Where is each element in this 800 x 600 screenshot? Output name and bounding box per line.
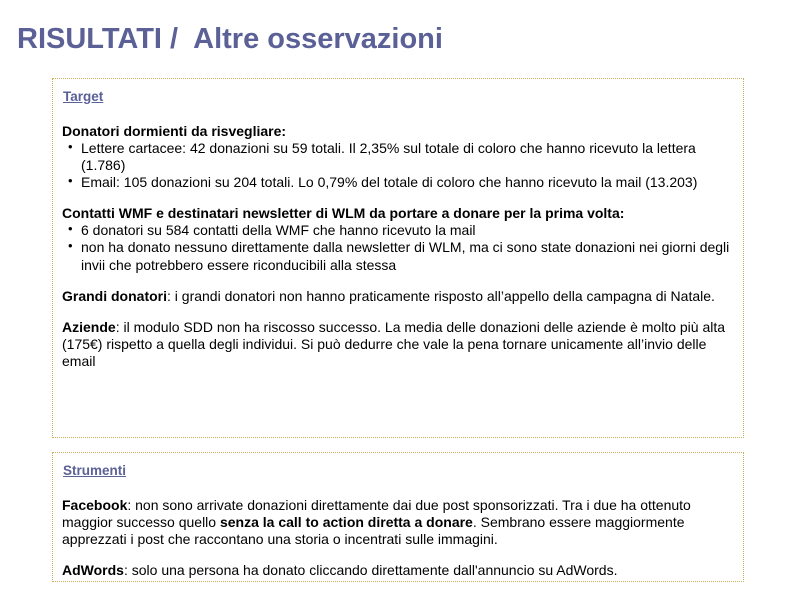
spacer: [62, 106, 733, 123]
contatti-wmf-list: [62, 222, 733, 273]
section-heading-strumenti: Strumenti: [63, 463, 127, 478]
page-title: RISULTATI / Altre osservazioni: [17, 23, 443, 55]
facebook-label: Facebook: [62, 497, 128, 513]
list-item-text: 6 donatori su 584 contatti della WMF che hanno ricevuto la mail: [81, 222, 476, 239]
aziende-text: : il modulo SDD non ha riscosso successo. La media delle donazioni delle aziende è molto più alta (175€) rispetto a quella degli individui. Si può dedurre che vale la pena tornare unicamente all’invio delle email: [62, 318, 726, 369]
facebook-text-before: : non sono arrivate donazioni direttamente dai due post sponsorizzati. Tra i due ha ottenuto maggior successo quello: [62, 497, 691, 531]
grandi-donatori-label: Grandi donatori: [62, 287, 167, 304]
target-heading-wrap: [62, 87, 733, 106]
spacer: [62, 191, 733, 205]
spacer: [62, 274, 733, 288]
donatori-dormienti-list: [62, 140, 733, 191]
list-item: [62, 239, 733, 273]
adwords-paragraph: [62, 562, 733, 579]
list-item-text: Email: 105 donazioni su 204 totali. Lo 0,79% del totale di coloro che hanno ricevuto la mail (13.203): [81, 174, 698, 191]
aziende-label: Aziende: [62, 318, 116, 335]
grandi-donatori-text: : i grandi donatori non hanno praticamente risposto all’appello della campagna di Natale.: [167, 287, 715, 304]
spacer: [62, 305, 733, 319]
list-item: [62, 174, 733, 191]
list-item: [62, 222, 733, 239]
donatori-dormienti-lead: Donatori dormienti da risvegliare:: [62, 123, 287, 139]
spacer: [62, 480, 733, 497]
section-heading-target: Target: [63, 89, 104, 104]
strumenti-heading-wrap: [62, 461, 733, 480]
grandi-donatori-paragraph: [62, 288, 733, 305]
list-item-text: non ha donato nessuno direttamente dalla newsletter di WLM, ma ci sono state donazioni nei giorni degli invii che potrebbero essere riconducibili alla stessa: [81, 239, 730, 273]
list-item: [62, 140, 733, 174]
facebook-paragraph: [62, 497, 733, 548]
facebook-text-after: . Sembrano essere maggiormente apprezzati i post che raccontano una storia o incentrati sulle immagini.: [62, 514, 685, 548]
facebook-emphasis: senza la call to action diretta a donare: [219, 514, 473, 531]
adwords-label: AdWords: [62, 562, 124, 579]
target-content-box: [52, 78, 744, 438]
contatti-wmf-lead: Contatti WMF e destinatari newsletter di WLM da portare a donare per la prima volta:: [62, 205, 625, 222]
adwords-text: : solo una persona ha donato cliccando direttamente dall'annuncio su AdWords.: [123, 562, 618, 579]
strumenti-content-box: [52, 452, 744, 582]
list-item-text: Lettere cartacee: 42 donazioni su 59 totali. Il 2,35% sul totale di coloro che hanno ricevuto la lettera (1.786): [81, 140, 696, 174]
spacer: [62, 548, 733, 562]
aziende-paragraph: [62, 319, 733, 370]
